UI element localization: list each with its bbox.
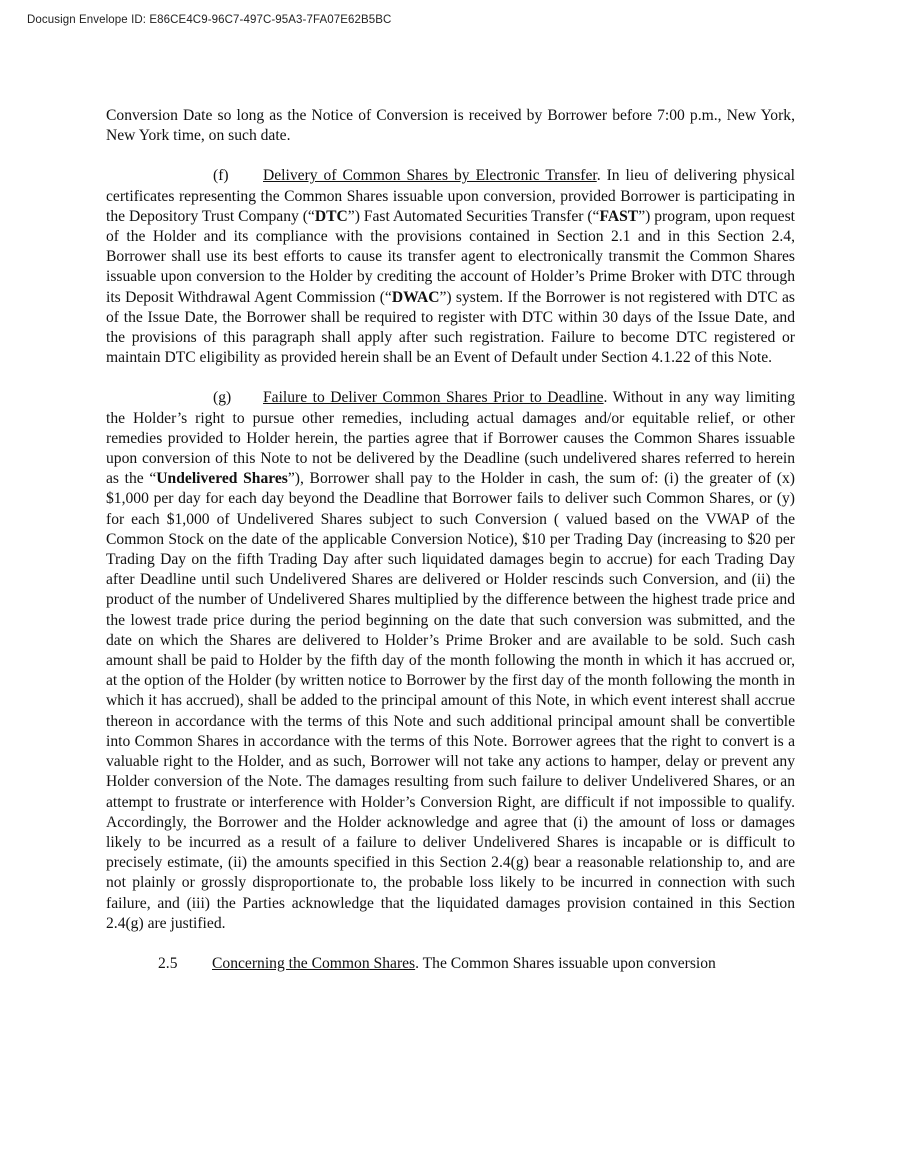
section-number: 2.5 [158, 954, 178, 972]
section-heading: Concerning the Common Shares [212, 954, 416, 972]
paragraph-f [106, 166, 795, 368]
paragraph-text: ”) program, upon request of the Holder and its compliance with the provisions contained in Section 2.1 and in this Section 2.4, Borrower shall use its best efforts to cause its transfer agent to electronically transmit the Common Shares issuable upon conversion to the Holder by crediting the account of Holder’s Prime Broker with DTC through its Deposit Withdrawal Agent Commission (“ [106, 207, 795, 306]
paragraph-text: . In lieu of delivering physical certificates representing the Common Shares issuable upon conversion, provided Borrower is participating in the Depository Trust Company (“ [106, 167, 795, 225]
envelope-id-header: Docusign Envelope ID: E86CE4C9-96C7-497C-95A3-7FA07E62B5BC [27, 14, 392, 26]
paragraph-text: . Without in any way limiting the Holder’s right to pursue other remedies, including actual damages and/or equitable relief, or other remedies provided to Holder herein, the parties agree that if Borrower causes the Common Shares issuable upon conversion of this Note to not be delivered by the Deadline (such undelivered shares referred to herein as the “ [106, 389, 795, 488]
section-2-5 [106, 954, 795, 974]
document-body [106, 106, 795, 974]
paragraph-text: . The Common Shares issuable upon conversion [415, 954, 716, 972]
defined-term: FAST [599, 207, 639, 225]
defined-term: DWAC [391, 288, 440, 306]
paragraph-heading: Failure to Deliver Common Shares Prior to Deadline [263, 389, 604, 407]
paragraph-marker: (g) [213, 389, 232, 407]
paragraph-text: ”), Borrower shall pay to the Holder in cash, the sum of: (i) the greater of (x) $1,000 per day for each day beyond the Deadline that Borrower fails to deliver such Common Shares, or (y) for each $1,000 of Undelivered Shares subject to such Conversion ( valued based on the VWAP of the Common Stock on the date of the applicable Conversion Notice), $10 per Trading Day (increasing to $20 per Trading Day on the fifth Trading Day after such liquidated damages begin to accrue) for each Trading Day after Deadline until such Undelivered Shares are delivered or Holder rescinds such Conversion, and (ii) the product of the number of Undelivered Shares multiplied by the difference between the highest trade price and the lowest trade price during the period beginning on the date that such conversion was submitted, and the date on which the Shares are delivered to Holder’s Prime Broker and are available to be sold. Such cash amount shall be paid to Holder by the fifth day of the month following the month in which it has accrued or, at the option of the Holder (by written notice to Borrower by the first day of the month following the month in which it has accrued), shall be added to the principal amount of this Note, in which event interest shall accrue thereon in accordance with the terms of this Note and such additional principal amount shall be convertible into Common Shares in accordance with the terms of this Note. Borrower agrees that the right to convert is a valuable right to the Holder, and as such, Borrower will not take any actions to hamper, delay or prevent any Holder conversion of the Note. The damages resulting from such failure to deliver Undelivered Shares, or an attempt to frustrate or interference with Holder’s Conversion Right, are difficult if not impossible to qualify. Accordingly, the Borrower and the Holder acknowledge and agree that (i) the amount of loss or damages likely to be incurred as a result of a failure to deliver Undelivered Shares is incapable or is difficult to precisely estimate, (ii) the amounts specified in this Section 2.4(g) bear a reasonable relationship to, and are not plainly or grossly disproportionate to, the probable loss likely to be incurred in connection with such failure, and (iii) the Parties acknowledge that the liquidated damages provision contained in this Section 2.4(g) are justified. [106, 470, 795, 932]
paragraph-heading: Delivery of Common Shares by Electronic Transfer [263, 167, 597, 185]
paragraph-text: Conversion Date so long as the Notice of Conversion is received by Borrower before 7:00 p.m., New York, New York time, on such date. [106, 107, 795, 145]
defined-term: Undelivered Shares [156, 470, 288, 488]
paragraph-continuation [106, 106, 795, 146]
paragraph-text: ”) system. If the Borrower is not registered with DTC as of the Issue Date, the Borrower shall be required to register with DTC within 30 days of the Issue Date, and the provisions of this paragraph shall apply after such registration. Failure to become DTC registered or maintain DTC eligibility as provided herein shall be an Event of Default under Section 4.1.22 of this Note. [106, 288, 795, 367]
paragraph-marker: (f) [213, 167, 229, 185]
defined-term: DTC [314, 207, 348, 225]
paragraph-text: ”) Fast Automated Securities Transfer (“ [347, 207, 600, 225]
paragraph-g [106, 388, 795, 933]
